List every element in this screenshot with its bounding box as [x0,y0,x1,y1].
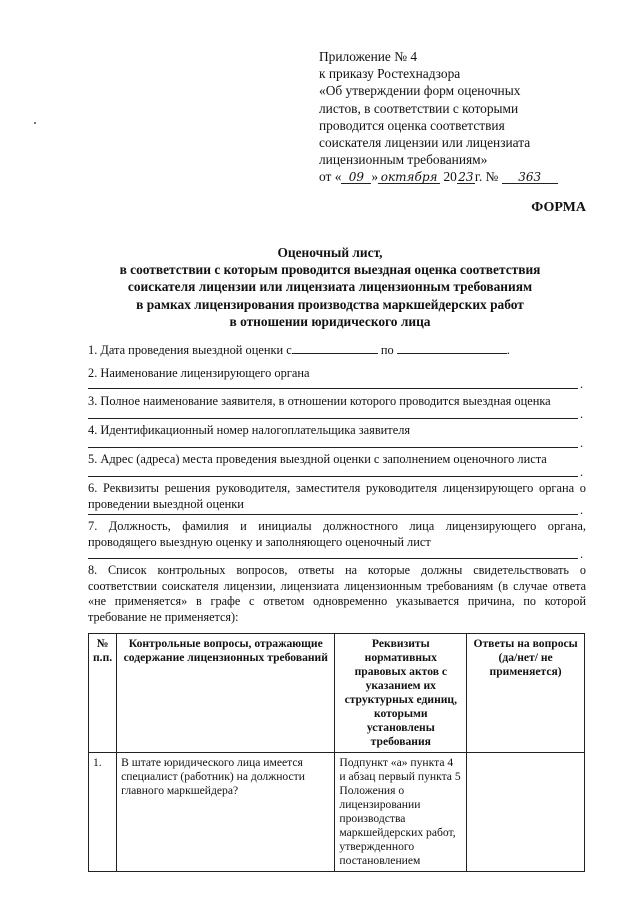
field-official [88,519,586,550]
fill-line[interactable] [88,476,578,477]
title-line: в отношении юридического лица [229,313,431,329]
period: . [580,503,584,517]
field-inspection-dates [88,342,586,359]
field-taxpayer-id [88,423,586,439]
period: . [580,436,584,450]
col-header-question: Контрольные вопросы, отражающие содержание лицензионных требований [117,634,335,753]
row-question: В штате юридического лица имеется специалист (работник) на должности главного маркшейдера? [117,753,335,872]
date-from-field[interactable] [292,342,378,354]
header-line: листов, в соответствии с которыми [319,100,519,116]
col-header-reference: Реквизиты нормативных правовых актов с указанием их структурных единиц, которыми установлены требования [335,634,467,753]
control-questions-table [88,633,585,872]
row-reference: Подпункт «а» пункта 4 и абзац первый пункта 5 Положения о лицензировании производства маркшейдерских работ, утвержденного постановлением [335,753,467,872]
field-decision-details [88,481,586,512]
field-label: 2. Наименование лицензирующего органа [88,366,310,380]
field-label: 8. Список контрольных вопросов, ответы на которые должны свидетельствовать о соответствии соискателя лицензии, лицензиата лицензионным требованиям (в случае ответа «не применяется» в графе с ответом одновременно указывается причина, по которой требование не применяется): [88,563,586,624]
field-label: 4. Идентификационный номер налогоплательщика заявителя [88,423,411,437]
control-questions-intro [88,563,586,625]
date-year-suffix: г. № [474,169,499,185]
fill-line[interactable] [88,558,578,559]
form-label: ФОРМА [531,200,586,215]
fill-line[interactable] [88,447,578,448]
period: . [580,377,584,391]
header-line: Приложение № 4 [319,49,418,64]
header-line: соискателя лицензии или лицензиата [319,135,531,151]
header-line: «Об утверждении форм оценочных [319,83,521,99]
scan-speck [34,122,36,124]
field-label: по [380,343,394,357]
table-header-row [89,634,585,753]
field-label: 6. Реквизиты решения руководителя, заместителя руководителя лицензирующего органа о проведении выездной оценки [88,481,586,511]
fill-line[interactable] [88,388,578,389]
col-header-number: № п.п. [89,634,117,753]
field-label: 7. Должность, фамилия и инициалы должностного лица лицензирующего органа, проводящего выездную оценку и заполняющего оценочный лист [88,519,586,549]
period: . [580,465,584,479]
period: . [580,547,584,561]
field-label: 5. Адрес (адреса) места проведения выездной оценки с заполнением оценочного листа [88,452,547,466]
period: . [580,407,584,421]
field-label: 1. Дата проведения выездной оценки с [88,343,292,357]
title-line: в соответствии с которым проводится выездная оценка соответствия [119,262,541,278]
date-to-field[interactable] [397,342,507,354]
row-answer-cell[interactable] [467,753,585,872]
header-line: проводится оценка соответствия [319,117,505,133]
document-title [70,244,590,330]
title-line: Оценочный лист, [277,245,383,260]
date-mid: » [371,169,379,185]
fill-line[interactable] [88,418,578,419]
title-line: соискателя лицензии или лицензиата лицензионным требованиям [127,279,533,295]
date-year: 23 [458,170,474,185]
header-line: к приказу Ростехнадзора [319,66,461,82]
field-inspection-address [88,452,586,468]
fill-line[interactable] [88,514,578,515]
date-prefix: от « [319,169,342,185]
date-year-prefix: 20 [443,169,457,185]
table-row [89,753,585,872]
title-line: в рамках лицензирования производства маркшейдерских работ [136,296,524,312]
order-date-line [319,168,558,185]
col-header-answer: Ответы на вопросы (да/нет/ не применяется) [467,634,585,753]
period: . [506,343,510,357]
date-day: 09 [341,171,371,184]
field-licensing-authority [88,366,586,382]
order-number: 363 [502,171,558,184]
date-month: октября [378,171,440,184]
row-number: 1. [89,753,117,872]
field-applicant-name [88,394,586,410]
appendix-header [319,48,558,186]
field-label: 3. Полное наименование заявителя, в отношении которого проводится выездная оценка [88,394,551,408]
header-line: лицензионным требованиям» [319,152,488,168]
